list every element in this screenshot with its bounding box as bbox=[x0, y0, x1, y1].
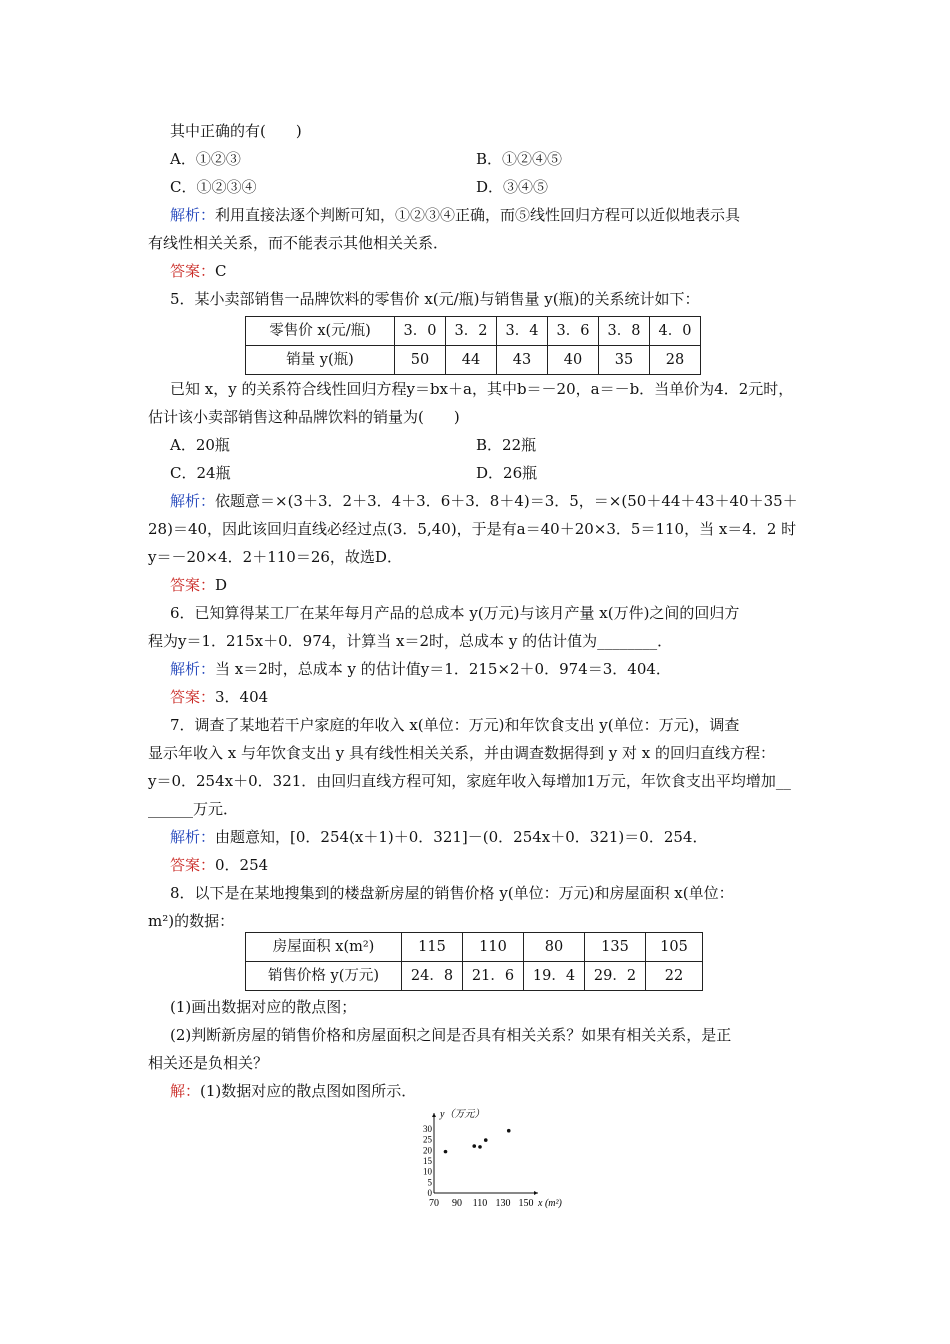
q4-option-c: C．①②③④ bbox=[170, 178, 257, 196]
q7-answer: 答案：0．254 bbox=[170, 856, 269, 874]
x-tick-label: 130 bbox=[495, 1198, 511, 1209]
q5-option-a: A．20瓶 bbox=[170, 436, 230, 454]
q7-stem-cont: 显示年收入 x 与年饮食支出 y 具有线性相关关系，并由调查数据得到 y 对 x 的回归直线方程： bbox=[148, 744, 776, 762]
q5-option-b: B．22瓶 bbox=[476, 436, 537, 454]
x-tick-label: 90 bbox=[452, 1198, 462, 1209]
analysis-label: 解析： bbox=[170, 492, 216, 510]
q7-analysis: 解析：由题意知，[0．254(x＋1)＋0．321]－(0．254x＋0．321)＝0．254． bbox=[170, 828, 708, 846]
analysis-label: 解析： bbox=[170, 828, 216, 846]
plot-axes bbox=[432, 1113, 538, 1195]
q5-option-d: D．26瓶 bbox=[476, 464, 538, 482]
y-tick-label: 10 bbox=[423, 1166, 432, 1177]
q6-stem-cont: 程为y＝1．215x＋0．974，计算当 x＝2时，总成本 y 的估计值为________． bbox=[148, 632, 673, 650]
x-tick-label: 70 bbox=[429, 1198, 439, 1209]
y-axis-arrow bbox=[432, 1113, 436, 1117]
q5-price-table bbox=[245, 316, 701, 375]
y-tick-label: 5 bbox=[427, 1177, 432, 1188]
answer-label: 答案： bbox=[170, 856, 216, 874]
q5-condition: 已知 x，y 的关系符合线性回归方程y＝bx＋a，其中b＝－20，a＝－b．当单价为4．2元时， bbox=[170, 380, 794, 398]
q4-tail: 其中正确的有( ) bbox=[170, 122, 302, 140]
q8-stem-cont: m²)的数据： bbox=[148, 912, 235, 930]
q4-answer: 答案：C bbox=[170, 262, 227, 280]
q8-part2: (2)判断新房屋的销售价格和房屋面积之间是否具有相关关系？如果有相关关系，是正 bbox=[170, 1026, 732, 1044]
q7-stem: 7．调查了某地若干户家庭的年收入 x(单位：万元)和年饮食支出 y(单位：万元)，调查 bbox=[170, 716, 740, 734]
y-tick-label: 25 bbox=[423, 1134, 432, 1145]
q5-analysis-cont2: y＝－20×4．2＋110＝26，故选D． bbox=[148, 548, 402, 566]
q6-stem: 6．已知算得某工厂在某年每月产品的总成本 y(万元)与该月产量 x(万件)之间的回归方 bbox=[170, 604, 740, 622]
q8-solution: 解：(1)数据对应的散点图如图所示． bbox=[170, 1082, 417, 1100]
table-row: 销量 y(瓶) 50 44 43 40 35 28 bbox=[246, 346, 701, 375]
q8-part2-cont: 相关还是负相关？ bbox=[148, 1054, 269, 1072]
table-row: 销售价格 y(万元) 24．8 21．6 19．4 29．2 22 bbox=[246, 962, 703, 991]
scatter-point bbox=[472, 1144, 476, 1148]
answer-label: 答案： bbox=[170, 688, 216, 706]
y-tick-label: 20 bbox=[423, 1145, 432, 1156]
q6-answer: 答案：3．404 bbox=[170, 688, 269, 706]
q8-house-table bbox=[245, 932, 703, 991]
scatter-point bbox=[484, 1138, 488, 1142]
table-row: 零售价 x(元/瓶) 3．0 3．2 3．4 3．6 3．8 4．0 bbox=[246, 317, 701, 346]
q4-analysis-cont: 有线性相关关系，而不能表示其他相关关系． bbox=[148, 234, 449, 252]
scatter-point bbox=[507, 1129, 511, 1133]
q5-question: 估计该小卖部销售这种品牌饮料的销量为( ) bbox=[148, 408, 460, 426]
x-tick-label: 110 bbox=[472, 1198, 488, 1209]
q8-stem: 8．以下是在某地搜集到的楼盘新房屋的销售价格 y(单位：万元)和房屋面积 x(单位： bbox=[170, 884, 734, 902]
x-axis-arrow bbox=[534, 1191, 538, 1195]
q4-analysis: 解析：利用直接法逐个判断可知，①②③④正确，而⑤线性回归方程可以近似地表示具 bbox=[170, 206, 741, 224]
scatter-point bbox=[478, 1145, 482, 1149]
q5-analysis-cont: 28)＝40，因此该回归直线必经过点(3．5,40)，于是有a＝40＋20×3．5＝110，当 x＝4．2 时 bbox=[148, 520, 797, 538]
plot-ticks bbox=[423, 1124, 534, 1209]
scatter-plot bbox=[410, 1105, 580, 1215]
analysis-label: 解析： bbox=[170, 206, 216, 224]
scatter-point bbox=[444, 1150, 448, 1154]
x-tick-label: 150 bbox=[518, 1198, 534, 1209]
q6-analysis: 解析：当 x＝2时，总成本 y 的估计值y＝1．215×2＋0．974＝3．404． bbox=[170, 660, 671, 678]
y-tick-label: 0 bbox=[427, 1188, 432, 1198]
answer-label: 答案： bbox=[170, 576, 216, 594]
q5-analysis: 解析：依题意＝×(3＋3．2＋3．4＋3．6＋3．8＋4)＝3．5，＝×(50＋44＋43＋40＋35＋ bbox=[170, 492, 798, 510]
q4-option-a: A．①②③ bbox=[170, 150, 241, 168]
answer-label: 答案： bbox=[170, 262, 216, 280]
q7-stem-cont2: y＝0．254x＋0．321．由回归直线方程可知，家庭年收入每增加1万元，年饮食支出平均增加__ bbox=[148, 772, 791, 790]
q5-answer: 答案：D bbox=[170, 576, 228, 594]
q5-option-c: C．24瓶 bbox=[170, 464, 231, 482]
q5-stem: 5．某小卖部销售一品牌饮料的零售价 x(元/瓶)与销售量 y(瓶)的关系统计如下： bbox=[170, 290, 700, 308]
y-tick-label: 15 bbox=[423, 1156, 432, 1166]
x-axis-label: x (m²) bbox=[538, 1198, 562, 1209]
q8-part1: (1)画出数据对应的散点图； bbox=[170, 998, 357, 1016]
y-tick-label: 30 bbox=[423, 1124, 432, 1134]
plot-marks bbox=[444, 1129, 511, 1154]
table-row: 房屋面积 x(m²) 115 110 80 135 105 bbox=[246, 933, 703, 962]
q4-option-b: B．①②④⑤ bbox=[476, 150, 563, 168]
y-axis-label: y（万元） bbox=[440, 1109, 485, 1120]
q7-stem-cont3: ______万元． bbox=[148, 800, 239, 818]
solution-label: 解： bbox=[170, 1082, 201, 1100]
analysis-label: 解析： bbox=[170, 660, 216, 678]
q4-option-d: D．③④⑤ bbox=[476, 178, 549, 196]
